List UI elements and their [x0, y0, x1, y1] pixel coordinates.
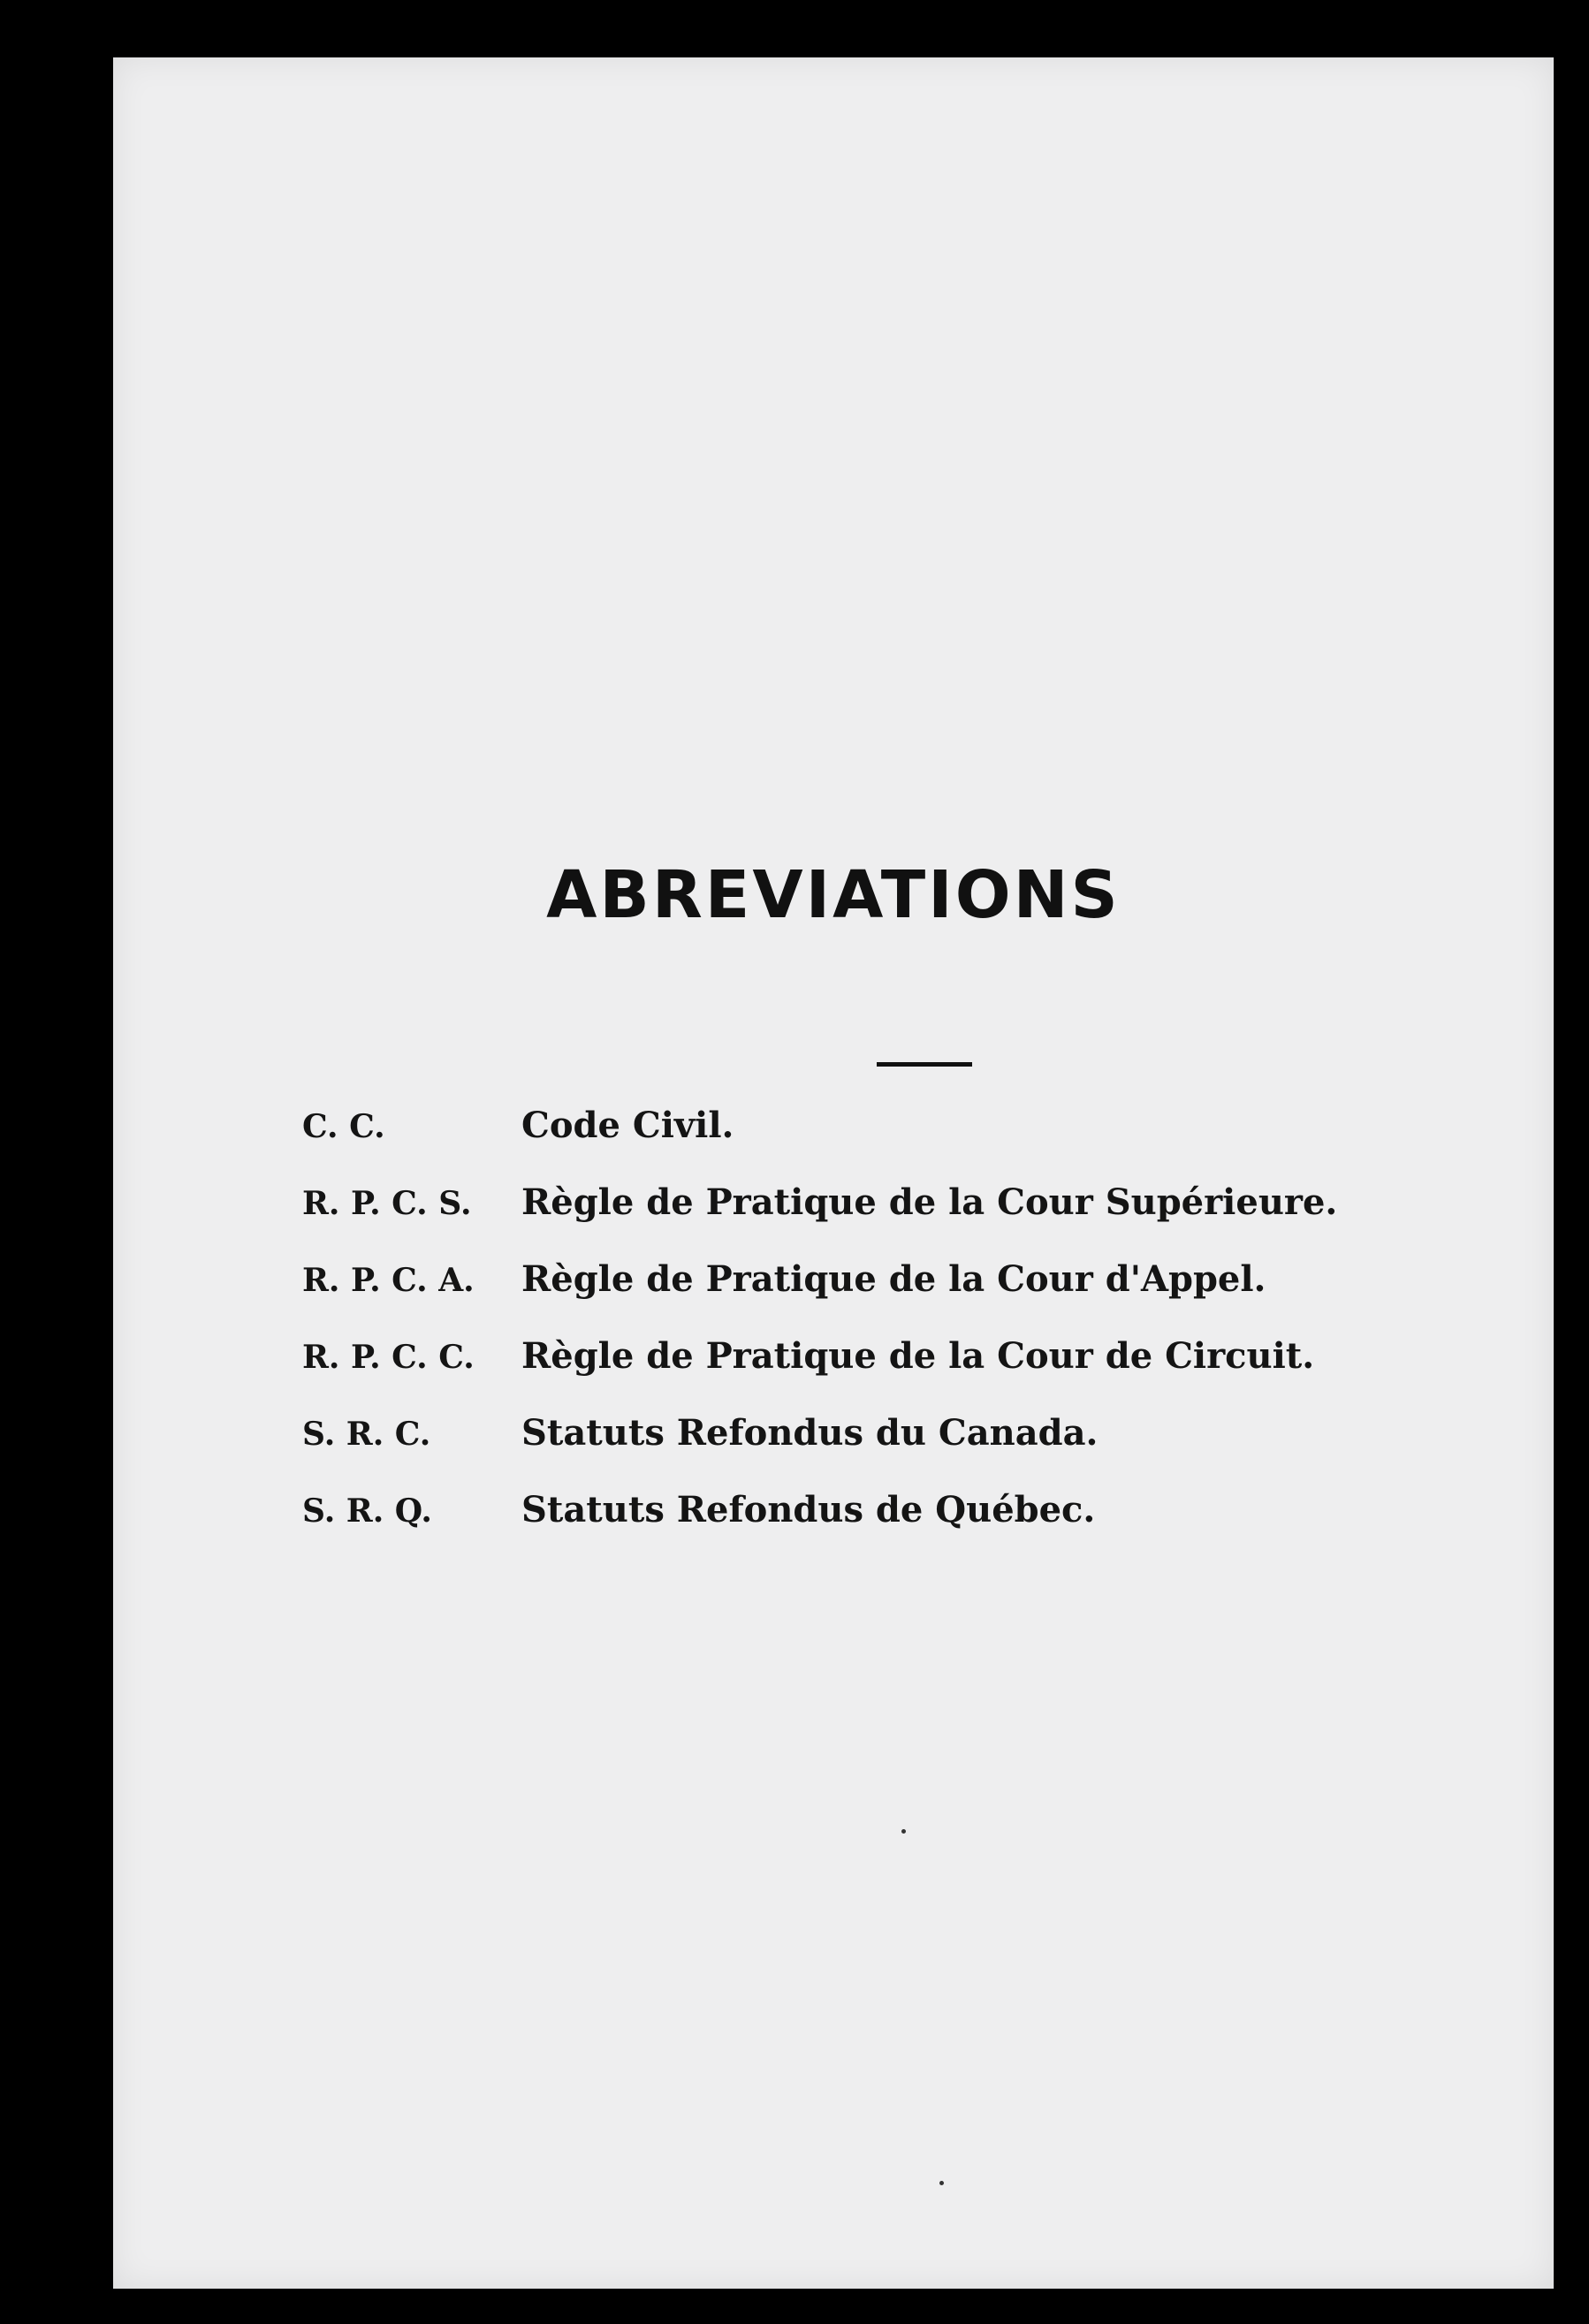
abbreviation: R. P. C. C.: [302, 1339, 475, 1376]
abbreviation-row: [302, 1105, 1540, 1181]
abbreviation-row: [302, 1412, 1540, 1489]
abbreviation: S. R. C.: [302, 1416, 431, 1453]
abbreviation-meaning: Statuts Refondus du Canada.: [521, 1412, 1099, 1454]
abbreviation-meaning: Statuts Refondus de Québec.: [521, 1489, 1096, 1530]
abbreviation-row: [302, 1258, 1540, 1335]
content: [113, 57, 1554, 2289]
title-rule: [877, 1062, 972, 1067]
document-page: [113, 57, 1554, 2289]
abbreviation-list: [302, 1105, 1540, 1566]
abbreviation: S. R. Q.: [302, 1492, 432, 1530]
abbreviation-meaning: Code Civil.: [521, 1105, 734, 1146]
page-title: ABREVIATIONS: [546, 857, 1121, 933]
abbreviation-meaning: Règle de Pratique de la Cour de Circuit.: [521, 1335, 1315, 1377]
speck-mark: [939, 2181, 944, 2185]
speck-mark: [901, 1829, 906, 1834]
abbreviation: C. C.: [302, 1108, 385, 1145]
abbreviation-row: [302, 1181, 1540, 1258]
abbreviation-row: [302, 1335, 1540, 1412]
abbreviation-meaning: Règle de Pratique de la Cour Supérieure.: [521, 1181, 1338, 1223]
abbreviation: R. P. C. A.: [302, 1262, 475, 1299]
abbreviation-meaning: Règle de Pratique de la Cour d'Appel.: [521, 1258, 1266, 1300]
abbreviation: R. P. C. S.: [302, 1185, 472, 1222]
abbreviation-row: [302, 1489, 1540, 1566]
